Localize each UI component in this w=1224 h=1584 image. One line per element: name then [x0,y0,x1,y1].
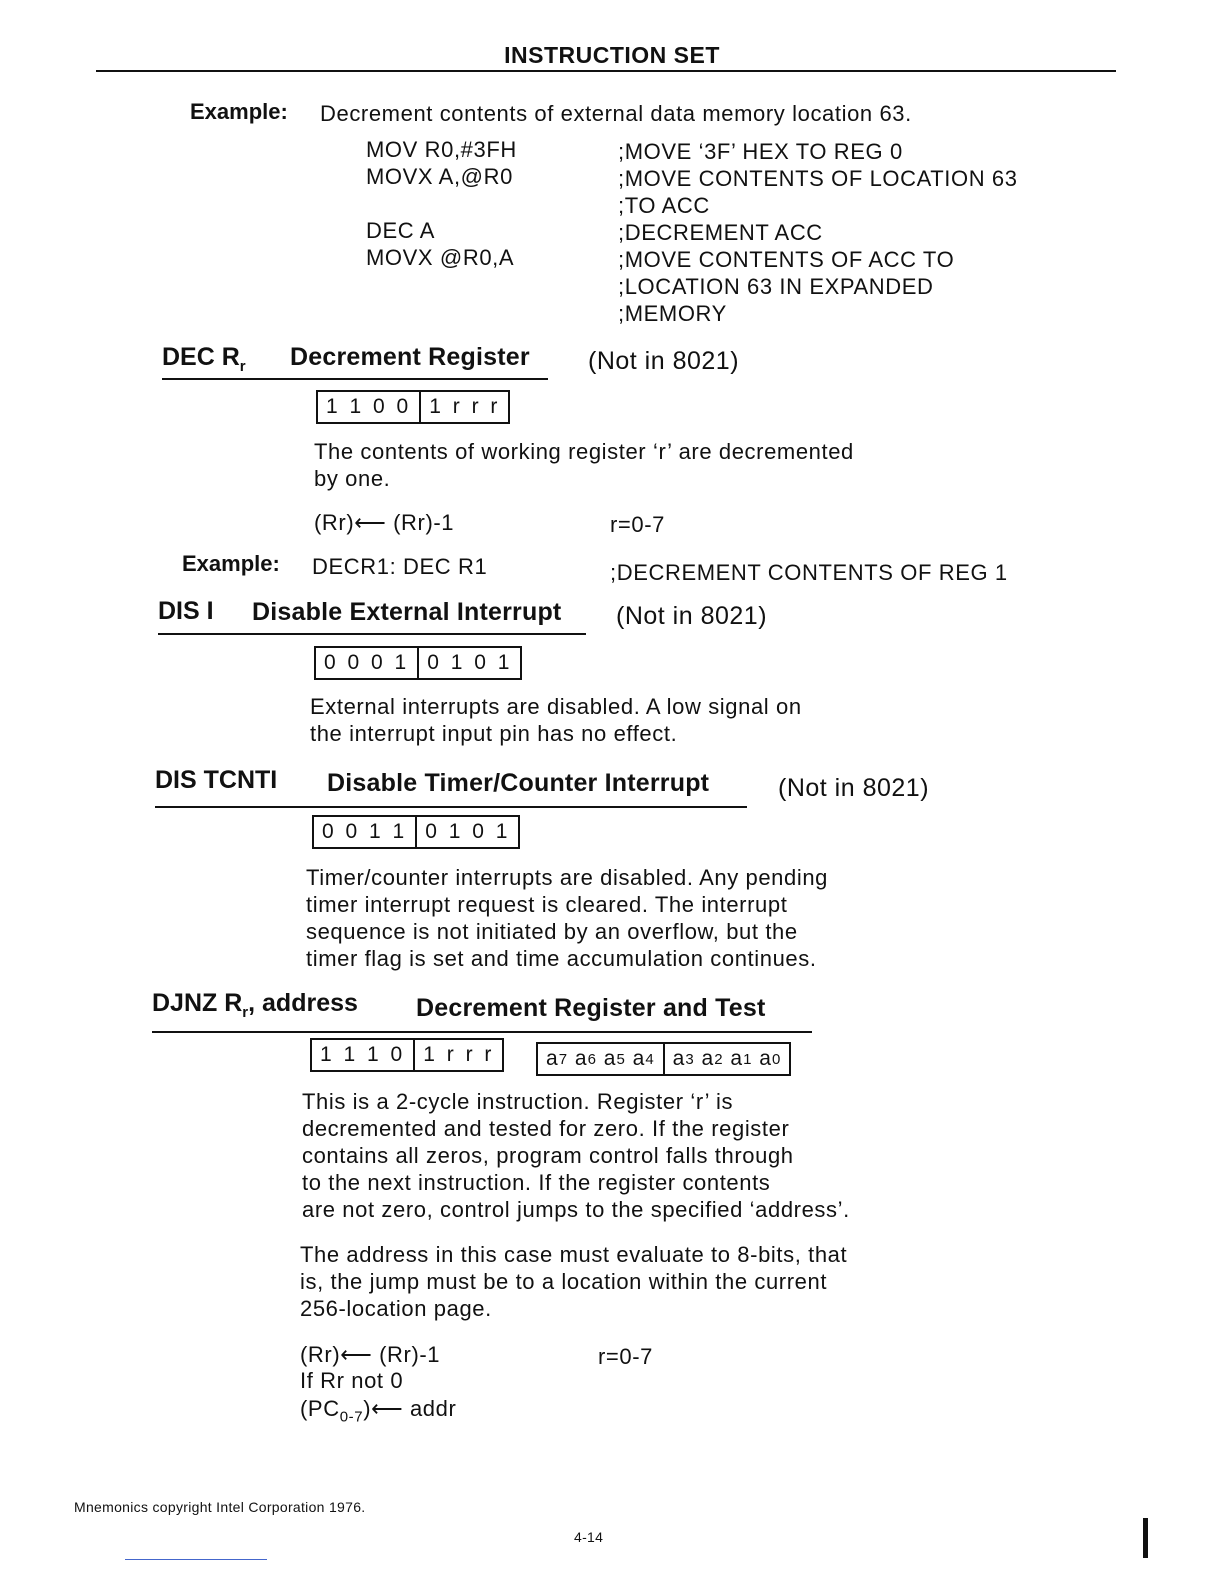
dis-tcnti-note: (Not in 8021) [778,774,930,802]
dec-rr-opcode: 1 1 0 0 1 r r r [316,390,510,424]
dec-rr-underline [162,378,548,380]
dis-tcnti-opcode: 0 0 1 1 0 1 0 1 [312,815,520,849]
dec-rr-title: Decrement Register [290,343,530,371]
dis-i-underline [158,633,586,635]
dis-tcnti-title: Disable Timer/Counter Interrupt [327,769,710,797]
dec-rr-example-comment: ;DECREMENT CONTENTS OF REG 1 [610,560,1008,585]
example-label: Example: [190,99,288,124]
dis-tcnti-underline [155,806,747,808]
dis-i-note: (Not in 8021) [616,602,768,630]
dec-rr-example-code: DECR1: DEC R1 [312,554,488,579]
djnz-underline [152,1031,812,1033]
example-text: Decrement contents of external data memory location 63. [320,101,912,126]
djnz-operation-1: (Rr)⟵ (Rr)-1 [300,1342,441,1367]
page-number: 4-14 [574,1529,604,1545]
djnz-description-2: The address in this case must evaluate to 8-bits, that is, the jump must be to a location within the current 256-location page. [300,1242,848,1321]
example-comments: ;MOVE ‘3F’ HEX TO REG 0 ;MOVE CONTENTS OF LOCATION 63 ;TO ACC ;DECREMENT ACC ;MOVE CONTENTS OF ACC TO ;LOCATION 63 IN EXPANDED ;MEMORY [618,139,1018,326]
djnz-mnemonic: DJNZ $R_r$, address [152,989,358,1021]
djnz-title: Decrement Register and Test [416,994,766,1022]
dis-tcnti-description: Timer/counter interrupts are disabled. Any pending timer interrupt request is cleared. The interrupt sequence is not initiated by an overflow, but the timer flag is set and time accumulation continues. [306,865,829,971]
dec-rr-range: r=0-7 [610,512,665,537]
djnz-address-field [536,1042,791,1076]
dec-rr-description: The contents of working register ‘r’ are decremented by one. [314,439,854,491]
example-code: MOV R0,#3FH MOVX A,@R0 DEC A MOVX @R0,A [366,137,517,270]
dis-i-title: Disable External Interrupt [252,598,562,626]
dec-rr-note: (Not in 8021) [588,347,740,375]
dec-rr-example-label: Example: [182,551,280,576]
dis-i-description: External interrupts are disabled. A low signal on the interrupt input pin has no effect. [310,694,802,746]
header-rule [96,70,1116,72]
djnz-operation-3: $(PC_{0-7})⟵$ addr [300,1396,457,1426]
djnz-opcode: 1 1 1 0 1 r r r [310,1038,504,1072]
dis-i-opcode: 0 0 0 1 0 1 0 1 [314,646,522,680]
footer-blue-line [125,1559,267,1560]
address-low: a 3 a 2 a 1 a 0 [663,1044,790,1074]
page-header: INSTRUCTION SET [504,42,720,68]
address-high: a 7 a 6 a 5 a 4 [546,1047,655,1070]
margin-mark [1143,1518,1148,1558]
dec-rr-mnemonic: DEC $R_r$ [162,343,246,375]
djnz-operation-2: If Rr not 0 [300,1368,404,1393]
dec-rr-operation: (Rr)⟵ (Rr)-1 [314,510,455,535]
djnz-description-1: This is a 2-cycle instruction. Register ‘r’ is decremented and tested for zero. If the register contains all zeros, program control falls through to the next instruction. If the register contents are not zero, control jumps to the specified ‘address’. [302,1089,850,1222]
djnz-range: r=0-7 [598,1344,653,1369]
copyright-note: Mnemonics copyright Intel Corporation 1976. [74,1499,366,1515]
dis-i-mnemonic: DIS I [158,597,214,625]
dis-tcnti-mnemonic: DIS TCNTI [155,766,278,794]
